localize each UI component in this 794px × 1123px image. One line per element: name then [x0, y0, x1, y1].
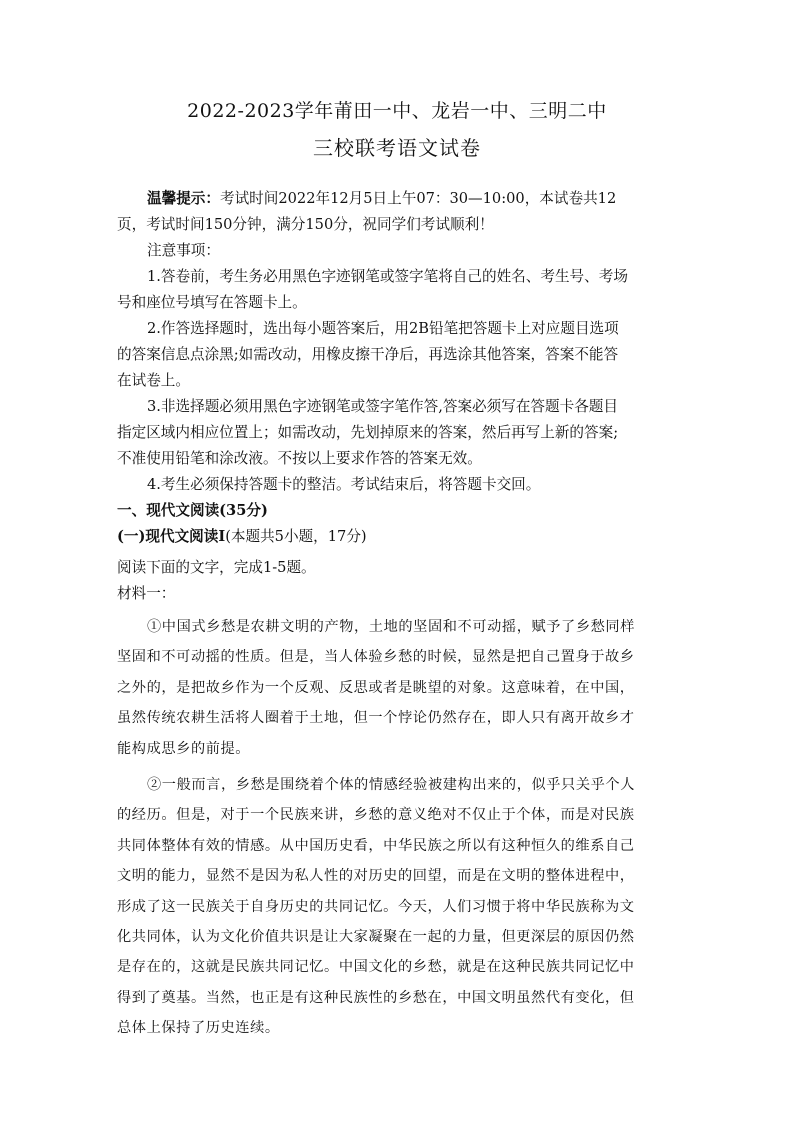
subsection-heading: [117, 524, 682, 550]
note-1-line-2: 号和座位号填写在答题卡上。: [117, 294, 307, 311]
note-1-line-1: 1.答卷前，考生务必用黑色字迹钢笔或签字笔将自己的姓名、考生号、考场: [147, 268, 628, 285]
passage-line: 文明的能力，显然不是因为私人性的对历史的回望，而是在文明的整体进程中，: [117, 868, 635, 885]
passage-line: 之外的，是把故乡作为一个反观、反思或者是眺望的对象。这意味着，在中国，: [117, 679, 635, 696]
passage-line: 是存在的，这就是民族共同记忆。中国文化的乡愁，就是在这种民族共同记忆中: [117, 959, 635, 976]
tip-text: 考试时间2022年12月5日上午07：30—10:00，本试卷共12: [219, 190, 617, 207]
subsection-label: (一)现代文阅读Ⅰ: [117, 528, 226, 545]
passage-line: 坚固和不可动摇的性质。但是，当人体验乡愁的时候，显然是把自己置身于故乡: [117, 649, 635, 666]
section-heading-text: 一、现代文阅读(35分): [117, 502, 268, 519]
exam-title-line1: 2022-2023学年莆田一中、龙岩一中、三明二中: [187, 100, 607, 122]
passage-line: ②一般而言，乡愁是围绕着个体的情感经验被建构出来的，似乎只关乎个人: [147, 776, 635, 793]
passage-line: 形成了这一民族关于自身历史的共同记忆。今天，人们习惯于将中华民族称为文: [117, 898, 635, 915]
section-heading: [117, 498, 682, 524]
passage-line: 化共同体，认为文化价值共识是让大家凝聚在一起的力量，但更深层的原因仍然: [117, 928, 635, 945]
passage-line: 得到了奠基。当然，也正是有这种民族性的乡愁在，中国文明虽然代有变化，但: [117, 989, 635, 1006]
notes-title: 注意事项：: [147, 242, 220, 259]
note-3-line-1: 3.非选择题必须用黑色字迹钢笔或签字笔作答,答案必须写在答题卡各题目: [147, 398, 618, 415]
exam-title-line2: 三校联考语文试卷: [313, 136, 481, 160]
note-4: 4.考生必须保持答题卡的整洁。考试结束后，将答题卡交回。: [147, 476, 541, 493]
note-3-line-2: 指定区域内相应位置上；如需改动，先划掉原来的答案，然后再写上新的答案;: [117, 424, 619, 441]
tip-label: 温馨提示：: [147, 190, 220, 207]
passage: [117, 612, 682, 1043]
reading-prompt: 阅读下面的文字，完成1-5题。: [117, 559, 316, 576]
tip-line-2: 页，考试时间150分钟，满分150分，祝同学们考试顺利！: [117, 216, 494, 233]
passage-line: 能构成思乡的前提。: [117, 740, 251, 757]
passage-line: 虽然传统农耕生活将人圈着于土地，但一个悖论仍然存在，即人只有离开故乡才: [117, 710, 635, 727]
passage-line: 的经历。但是，对于一个民族来讲，乡愁的意义绝对不仅止于个体，而是对民族: [117, 807, 635, 824]
note-2-line-3: 在试卷上。: [117, 372, 190, 389]
note-2-line-2: 的答案信息点涂黑;如需改动，用橡皮擦干净后，再选涂其他答案，答案不能答: [117, 346, 619, 363]
passage-line: 总体上保持了历史连续。: [117, 1020, 280, 1037]
passage-line: 共同体整体有效的情感。从中国历史看，中华民族之所以有这种恒久的维系自己: [117, 837, 635, 854]
note-3-line-3: 不准使用铅笔和涂改液。不按以上要求作答的答案无效。: [117, 450, 482, 467]
instructions: [117, 186, 682, 607]
tip-line-1: [117, 186, 682, 212]
subsection-info: (本题共5小题，17分): [225, 528, 367, 545]
note-2-line-1: 2.作答选择题时，选出每小题答案后，用2B铅笔把答题卡上对应题目选项: [147, 320, 619, 337]
material-label: 材料一：: [117, 585, 176, 602]
passage-line: ①中国式乡愁是农耕文明的产物，土地的坚固和不可动摇，赋予了乡愁同样: [147, 619, 635, 635]
